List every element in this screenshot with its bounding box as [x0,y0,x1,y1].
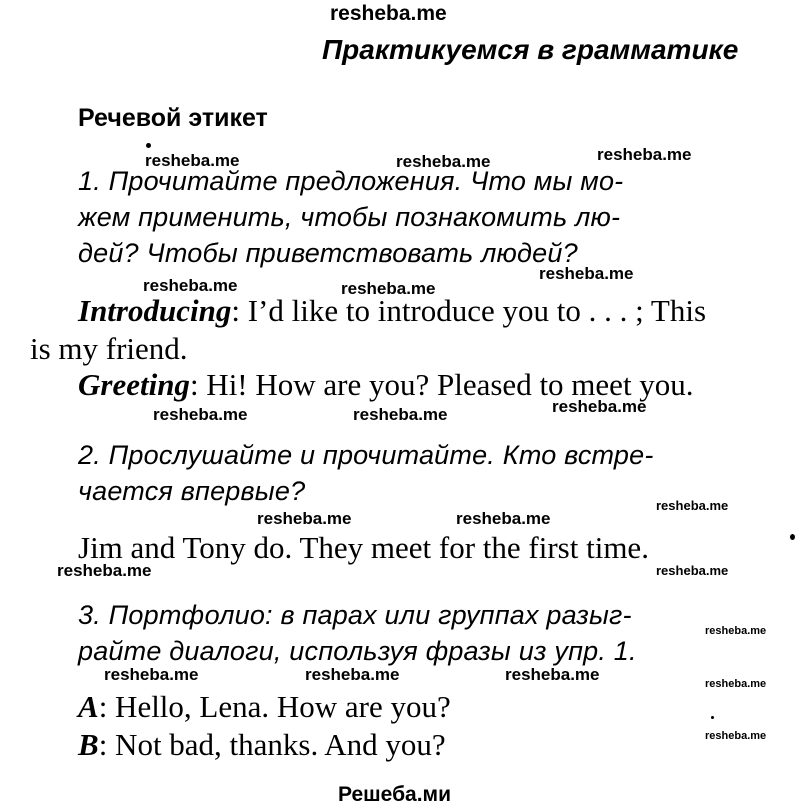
task1-line: дей? Чтобы приветствовать людей? [78,238,578,268]
task2-line: 2. Прослушайте и прочитайте. Кто встре- [78,440,654,470]
greeting-text: : Hi! How are you? Pleased to meet you. [189,367,694,402]
watermark: resheba.me [705,625,767,637]
dialogue-line-b [78,727,446,763]
watermark: resheba.me [341,279,436,298]
watermark: resheba.me [705,678,767,690]
speaker-a: A [78,689,99,724]
watermark: resheba.me [353,405,448,424]
page-header-title: Практикуемся в грамматике [322,34,739,65]
watermark: resheba.me [597,145,692,164]
bottom-watermark: Решеба.ми [338,783,451,806]
watermark: resheba.me [656,498,729,513]
task1-line: жем применить, чтобы познакомить лю- [78,202,621,232]
watermark: resheba.me [305,665,400,684]
dialogue-line-a [78,689,451,725]
speck-mark [711,716,714,719]
watermark: resheba.me [656,563,729,578]
watermark: resheba.me [396,152,491,171]
watermark: resheba.me [257,509,352,528]
dialogue-text-a: : Hello, Lena. How are you? [98,689,451,724]
speaker-b: B [78,727,99,762]
introducing-label: Introducing [78,293,232,328]
task1-line: 1. Прочитайте предложения. Что мы мо- [78,166,624,196]
speck-mark [146,143,151,148]
task3-line: райте диалоги, используя фразы из упр. 1. [78,636,637,666]
watermark: resheba.me [456,509,551,528]
watermark: resheba.me [57,561,152,580]
watermark: resheba.me [104,665,199,684]
greeting-label: Greeting [78,367,190,402]
task2-line: чается впервые? [78,476,306,506]
watermark: resheba.me [153,405,248,424]
watermark: resheba.me [552,397,647,416]
dialogue-text-b: : Not bad, thanks. And you? [98,727,446,762]
section-title: Речевой этикет [78,104,268,132]
watermark: resheba.me [505,665,600,684]
task2-answer: Jim and Tony do. They meet for the first time. [78,530,649,565]
introducing-line [78,293,706,329]
introducing-line-cont: is my friend. [30,331,188,366]
watermark: resheba.me [539,264,634,283]
watermark: resheba.me [143,276,238,295]
watermark: resheba.me [705,730,767,742]
task3-line: 3. Портфолио: в парах или группах разыг- [78,600,632,630]
top-watermark: resheba.me [330,2,447,25]
watermark: resheba.me [145,151,240,170]
introducing-text: : I’d like to introduce you to . . . ; This [231,293,707,328]
speck-mark [790,534,795,540]
